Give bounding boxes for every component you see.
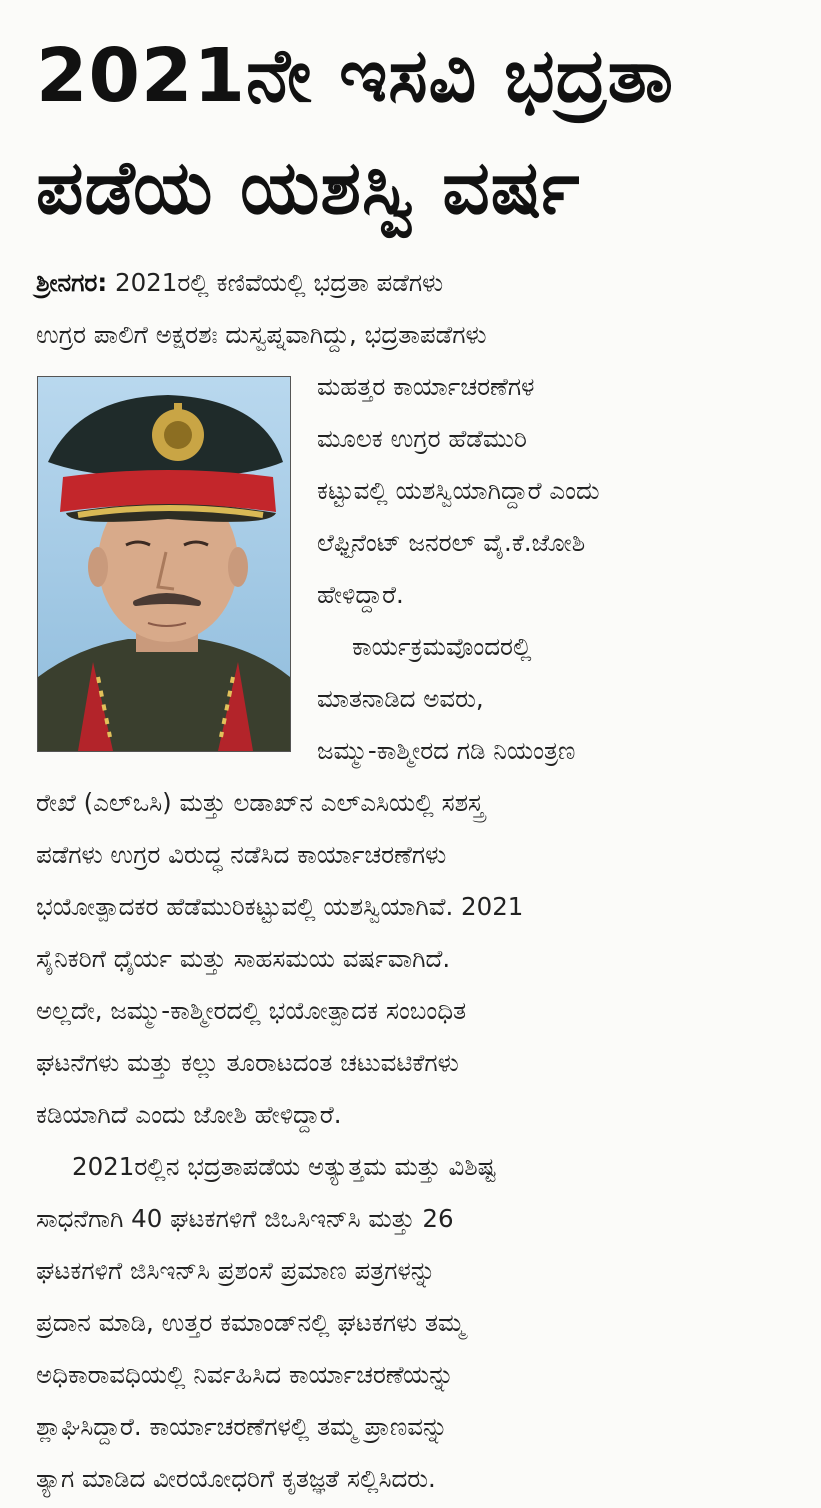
- body-line-10: ಜಮ್ಮು-ಕಾಶ್ಮೀರದ ಗಡಿ ನಿಯಂತ್ರಣ: [317, 736, 576, 765]
- body-line-7: ಹೇಳಿದ್ದಾರೆ.: [317, 580, 404, 609]
- body-line-13: ಭಯೋತ್ಪಾದಕರ ಹೆಡೆಮುರಿಕಟ್ಟುವಲ್ಲಿ ಯಶಸ್ವಿಯಾಗಿವೆ. 2021: [36, 892, 524, 921]
- body-line-5: ಕಟ್ಟುವಲ್ಲಿ ಯಶಸ್ವಿಯಾಗಿದ್ದಾರೆ ಎಂದು: [317, 476, 600, 505]
- body-line-8: ಕಾರ್ಯಕ್ರಮವೊಂದರಲ್ಲಿ: [352, 632, 532, 661]
- body-line-17: ಕಡಿಯಾಗಿದೆ ಎಂದು ಜೋಶಿ ಹೇಳಿದ್ದಾರೆ.: [36, 1100, 342, 1129]
- article-headline: [36, 20, 806, 244]
- body-line-14: ಸೈನಿಕರಿಗೆ ಧೈರ್ಯ ಮತ್ತು ಸಾಹಸಮಯ ವರ್ಷವಾಗಿದೆ.: [36, 944, 451, 973]
- army-officer-portrait-icon: [38, 377, 290, 751]
- body-line-19: ಸಾಧನೆಗಾಗಿ 40 ಘಟಕಗಳಿಗೆ ಜಿಒಸಿಇನ್‌ಸಿ ಮತ್ತು 26: [36, 1204, 454, 1233]
- body-line-18: 2021ರಲ್ಲಿನ ಭದ್ರತಾಪಡೆಯ ಅತ್ಯುತ್ತಮ ಮತ್ತು ವಿಶಿಷ್ಟ: [72, 1152, 497, 1181]
- body-line-6: ಲೆಫ್ಟಿನೆಂಟ್ ಜನರಲ್ ವೈ.ಕೆ.ಜೋಶಿ: [317, 528, 586, 557]
- dateline: ಶ್ರೀನಗರ:: [36, 268, 108, 297]
- body-line-23: ಶ್ಲಾಘಿಸಿದ್ದಾರೆ. ಕಾರ್ಯಾಚರಣೆಗಳಲ್ಲಿ ತಮ್ಮ ಪ್ರಾಣವನ್ನು: [36, 1412, 448, 1441]
- army-officer-photo: [37, 376, 291, 752]
- body-line-15: ಅಲ್ಲದೇ, ಜಮ್ಮು-ಕಾಶ್ಮೀರದಲ್ಲಿ ಭಯೋತ್ಪಾದಕ ಸಂಬಂಧಿತ: [36, 996, 467, 1025]
- body-line-3: ಮಹತ್ತರ ಕಾರ್ಯಾಚರಣೆಗಳ: [317, 372, 535, 401]
- body-line-11: ರೇಖೆ (ಎಲ್‌ಒಸಿ) ಮತ್ತು ಲಡಾಖ್‌ನ ಎಲ್‌ಎಸಿಯಲ್ಲಿ ಸಶಸ್ತ್ರ: [36, 788, 484, 817]
- headline-line-2: ಪಡೆಯ ಯಶಸ್ವಿ ವರ್ಷ: [36, 145, 581, 231]
- body-line-16: ಘಟನೆಗಳು ಮತ್ತು ಕಲ್ಲು ತೂರಾಟದಂತ ಚಟುವಟಿಕೆಗಳು: [36, 1048, 459, 1077]
- body-line-20: ಘಟಕಗಳಿಗೆ ಜಿಸಿಇನ್‌ಸಿ ಪ್ರಶಂಸೆ ಪ್ರಮಾಣ ಪತ್ರಗಳನ್ನು: [36, 1256, 436, 1285]
- body-line-4: ಮೂಲಕ ಉಗ್ರರ ಹೆಡೆಮುರಿ: [317, 424, 527, 453]
- headline-line-1: 2021ನೇ ಇಸವಿ ಭದ್ರತಾ: [36, 33, 674, 119]
- body-line-1: ಶ್ರೀನಗರ: 2021ರಲ್ಲಿ ಕಣಿವೆಯಲ್ಲಿ ಭದ್ರತಾ ಪಡೆಗಳು: [36, 268, 444, 297]
- body-line-12: ಪಡೆಗಳು ಉಗ್ರರ ವಿರುದ್ಧ ನಡೆಸಿದ ಕಾರ್ಯಾಚರಣೆಗಳು: [36, 840, 447, 869]
- body-line-2: ಉಗ್ರರ ಪಾಲಿಗೆ ಅಕ್ಷರಶಃ ದುಸ್ವಪ್ನವಾಗಿದ್ದು, ಭದ್ರತಾಪಡೆಗಳು: [36, 320, 487, 349]
- body-line-9: ಮಾತನಾಡಿದ ಅವರು,: [317, 684, 484, 713]
- body-line-21: ಪ್ರದಾನ ಮಾಡಿ, ಉತ್ತರ ಕಮಾಂಡ್‌ನಲ್ಲಿ ಘಟಕಗಳು ತಮ್ಮ: [36, 1308, 465, 1337]
- body-line-22: ಅಧಿಕಾರಾವಧಿಯಲ್ಲಿ ನಿರ್ವಹಿಸಿದ ಕಾರ್ಯಾಚರಣೆಯನ್ನು: [36, 1360, 454, 1389]
- body-line-24: ತ್ಯಾಗ ಮಾಡಿದ ವೀರಯೋಧರಿಗೆ ಕೃತಜ್ಞತೆ ಸಲ್ಲಿಸಿದರು.: [36, 1464, 436, 1493]
